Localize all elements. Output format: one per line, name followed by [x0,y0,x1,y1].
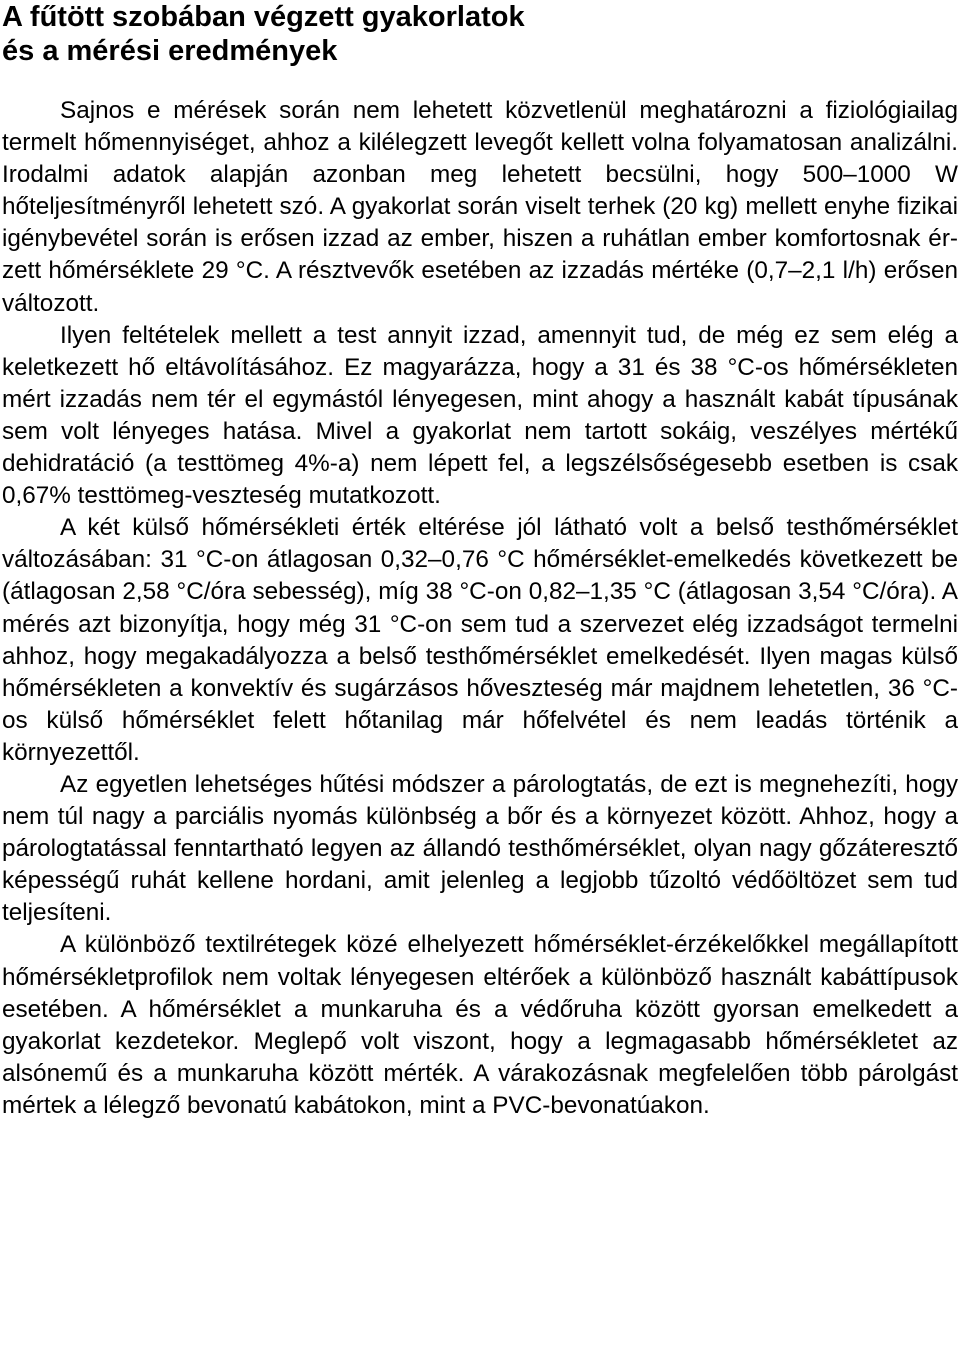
paragraph-sweating: Ilyen feltételek mellett a test annyit izzad, amennyit tud, de még ez sem elég a keletkezett hő eltávolításához. Ez magyarázza, hogy a 31 és 38 °C-os hőmérsékleten mért izzadás nem tér el egymástól lényegesen, mint ahogy a használt kabát típusának sem volt lényeges hatása. Mivel a gyakorlat nem tartott sokáig, veszélyes mértékű dehidratáció (a testtömeg 4%-a) nem lépett fel, a legszélsőségesebb esetben is csak 0,67% testtömeg-veszteség mutatkozott. [2,321,958,510]
paragraph-measurement-limits: Sajnos e mérések során nem lehetett közvetlenül meghatározni a fiziológiailag termelt hőmennyiséget, ahhoz a kilélegzett levegőt kellett volna folyamatosan analizálni. Irodalmi adatok alapján azonban meg lehetett becsülni, hogy 500–1000 W hőteljesítményről lehetett szó. A gyakorlat során viselt terhek (20 kg) mellett enyhe fizikai igénybevétel során is erősen izzad az ember, hiszen a ruhátlan ember komfortosnak érzett hőmérséklete 29 °C. A résztvevők esetében az izzadás mértéke (0,7–2,1 l/h) erősen változott. [2,97,958,317]
paragraph-evaporative-cooling: Az egyetlen lehetséges hűtési módszer a párologtatás, de ezt is megnehezíti, hogy nem túl nagy a parciális nyomás különbség a bőr és a környezet között. Ahhoz, hogy a párologtatással fenntartható legyen az állandó testhőmérséklet, olyan nagy gőzáteresztő képességű ruhát kellene hordani, amit jelenleg a legjobb tűzoltó védőöltözet sem tud teljesíteni. [2,770,958,927]
section-title-line-2: és a mérési eredmények [2,35,338,67]
paragraph-core-temperature: A két külső hőmérsékleti érték eltérése jól látható volt a belső testhőmérséklet változásában: 31 °C-on átlagosan 0,32–0,76 °C hőmérséklet-emelkedés következett be (átlagosan 2,58 °C/óra sebesség), míg 38 °C-on 0,82–1,35 °C (átlagosan 3,54 °C/óra). A mérés azt bizonyítja, hogy még 31 °C-on sem tud a szervezet elég izzadságot termelni ahhoz, hogy megakadályozza a belső testhőmérséklet emelkedését. Ilyen magas külső hőmérsékleten a konvektív és sugárzásos hőveszteség már majdnem lehetetlen, 36 °C-os külső hőmérséklet felett hőtanilag már hőfelvétel és nem leadás történik a környezettől. [2,514,958,766]
document-body [2,95,958,1122]
section-title [2,0,958,68]
paragraph-temperature-profiles: A különböző textilrétegek közé elhelyezett hőmérséklet-érzékelőkkel megállapított hőmérsékletprofilok nem voltak lényegesen eltérőek a különböző használt kabáttípusok esetében. A hőmérséklet a munkaruha és a védőruha között gyorsan emelkedett a gyakorlat kezdetekor. Meglepő volt viszont, hogy a legmagasabb hőmérsékletet az alsónemű és a munkaruha között mérték. A várakozásnak megfelelően több párolgást mértek a lélegző bevonatú kabátokon, mint a PVC-bevonatúakon. [2,931,958,1119]
section-title-line-1: A fűtött szobában végzett gyakorlatok [2,1,525,33]
